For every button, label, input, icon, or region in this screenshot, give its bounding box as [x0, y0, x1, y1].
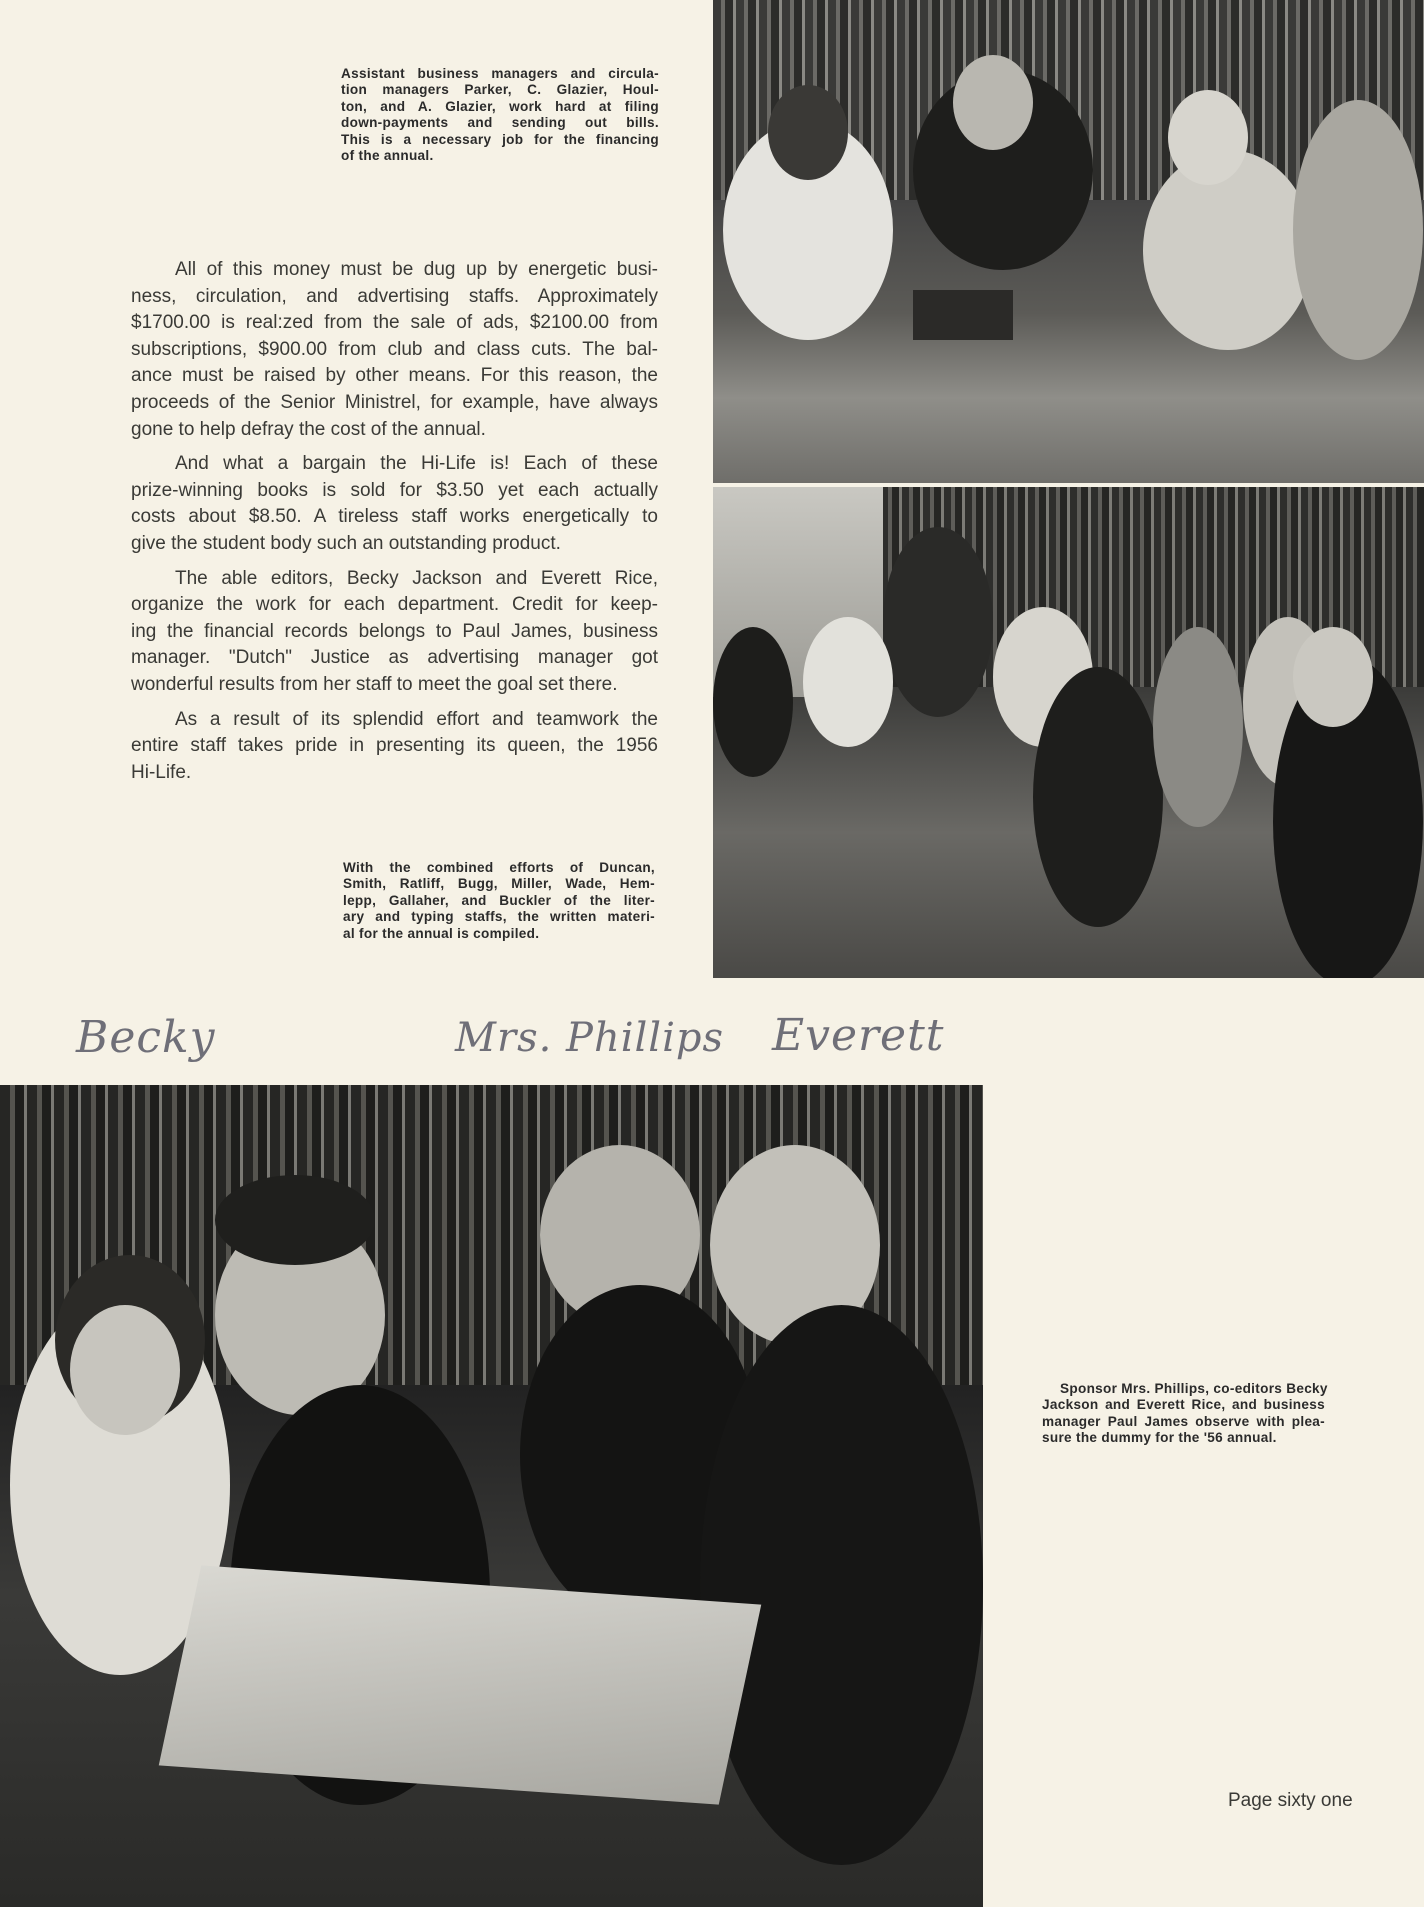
caption-line: manager Paul James observe with plea- — [1042, 1413, 1325, 1429]
body-line: ness, circulation, and advertising staffs. Approximately — [131, 285, 658, 307]
caption-line: lepp, Gallaher, and Buckler of the liter- — [343, 892, 655, 908]
caption-line: down-payments and sending out bills. — [341, 115, 659, 131]
caption-line: Jackson and Everett Rice, and business — [1042, 1397, 1325, 1413]
caption-line: al for the annual is compiled. — [343, 925, 540, 941]
paragraph-bargain — [131, 451, 658, 557]
caption-line: With the combined efforts of Duncan, — [343, 860, 655, 875]
body-line: ing the financial records belongs to Paul James, business — [131, 620, 658, 642]
caption-line: ary and typing staffs, the written materi- — [343, 909, 655, 925]
body-line: entire staff takes pride in presenting its queen, the 1956 — [131, 735, 658, 757]
caption-line: sure the dummy for the '56 annual. — [1042, 1430, 1277, 1446]
body-line: $1700.00 is real:zed from the sale of ads, $2100.00 from — [131, 312, 658, 334]
body-line: subscriptions, $900.00 from club and class cuts. The bal- — [131, 338, 658, 360]
body-line: wonderful results from her staff to meet the goal set there. — [131, 673, 618, 695]
photo-editors-and-sponsor — [0, 1085, 983, 1907]
caption-business-staff — [341, 66, 659, 164]
body-line: ance must be raised by other means. For this reason, the — [131, 365, 658, 387]
body-line: And what a bargain the Hi-Life is! Each of these — [175, 453, 658, 475]
caption-line: ton, and A. Glazier, work hard at filing — [341, 98, 659, 114]
body-line: prize-winning books is sold for $3.50 yet each actually — [131, 479, 658, 501]
photo-business-managers — [713, 0, 1424, 483]
handwritten-name-everett: Everett — [772, 1010, 945, 1061]
body-line: costs about $8.50. A tireless staff works energetically to — [131, 506, 658, 528]
body-line: gone to help defray the cost of the annual. — [131, 418, 486, 440]
page-number: Page sixty one — [1228, 1790, 1353, 1811]
caption-line: This is a necessary job for the financing — [341, 131, 659, 147]
caption-line: tion managers Parker, C. Glazier, Houl- — [341, 82, 659, 98]
body-line: manager. "Dutch" Justice as advertising manager got — [131, 647, 658, 669]
body-line: organize the work for each department. Credit for keep- — [131, 594, 658, 616]
photo-literary-typing-staff — [713, 487, 1424, 978]
body-line: Hi-Life. — [131, 761, 192, 783]
caption-literary-staff — [343, 860, 655, 942]
body-line: The able editors, Becky Jackson and Everett Rice, — [175, 567, 658, 589]
handwritten-name-becky: Becky — [76, 1012, 216, 1063]
body-line: give the student body such an outstanding product. — [131, 532, 561, 554]
caption-line: Sponsor Mrs. Phillips, co-editors Becky — [1060, 1381, 1328, 1396]
body-line: proceeds of the Senior Ministrel, for example, have always — [131, 391, 658, 413]
handwritten-name-mrs-phillips: Mrs. Phillips — [455, 1015, 725, 1061]
caption-line: Smith, Ratliff, Bugg, Miller, Wade, Hem- — [343, 876, 655, 892]
paragraph-editors — [131, 566, 658, 699]
body-line: All of this money must be dug up by energetic busi- — [175, 259, 658, 280]
caption-line: Assistant business managers and circula- — [341, 66, 659, 81]
body-text — [131, 257, 658, 794]
caption-editors — [1042, 1381, 1328, 1447]
caption-line: of the annual. — [341, 148, 434, 164]
paragraph-money — [131, 257, 658, 443]
paragraph-pride — [131, 707, 658, 787]
body-line: As a result of its splendid effort and teamwork the — [175, 708, 658, 730]
